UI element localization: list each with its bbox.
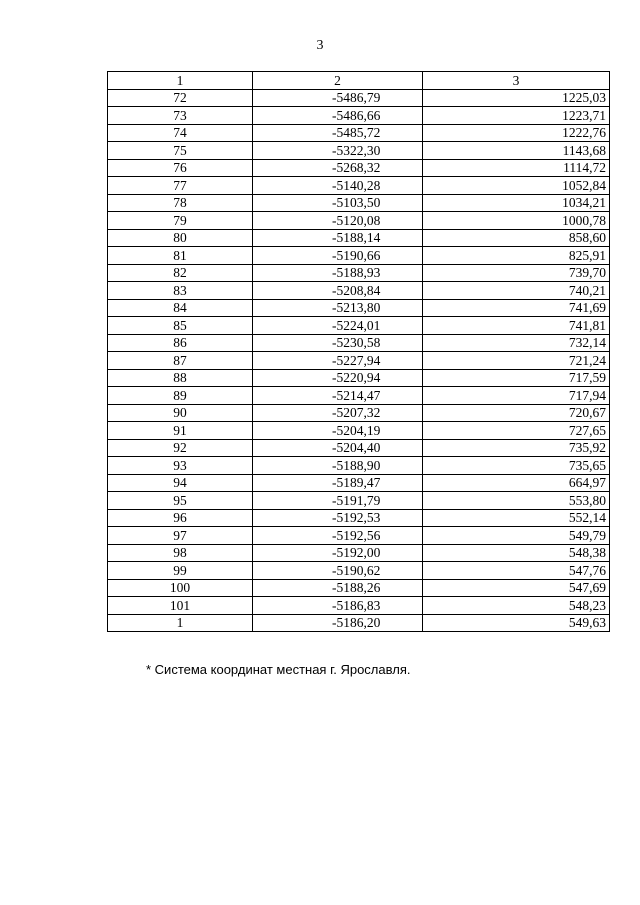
table-row	[108, 264, 610, 282]
x-coordinate-cell: -5230,58	[253, 334, 423, 352]
x-coordinate-cell: -5220,94	[253, 369, 423, 387]
point-number-cell: 83	[108, 282, 253, 300]
y-coordinate-cell: 735,65	[423, 457, 610, 475]
x-coordinate-cell: -5190,62	[253, 562, 423, 580]
point-number-cell: 84	[108, 299, 253, 317]
table-body	[108, 89, 610, 632]
x-coordinate-cell: -5486,66	[253, 107, 423, 125]
point-number-cell: 95	[108, 492, 253, 510]
y-coordinate-cell: 1223,71	[423, 107, 610, 125]
point-number-cell: 90	[108, 404, 253, 422]
y-coordinate-cell: 735,92	[423, 439, 610, 457]
table-row	[108, 474, 610, 492]
point-number-cell: 96	[108, 509, 253, 527]
y-coordinate-cell: 553,80	[423, 492, 610, 510]
x-coordinate-cell: -5120,08	[253, 212, 423, 230]
point-number-cell: 101	[108, 597, 253, 615]
y-coordinate-cell: 721,24	[423, 352, 610, 370]
y-coordinate-cell: 1000,78	[423, 212, 610, 230]
table-row	[108, 422, 610, 440]
y-coordinate-cell: 717,94	[423, 387, 610, 405]
table-row	[108, 457, 610, 475]
table-row	[108, 212, 610, 230]
x-coordinate-cell: -5188,26	[253, 579, 423, 597]
x-coordinate-cell: -5227,94	[253, 352, 423, 370]
coordinates-table	[107, 71, 610, 632]
table-row	[108, 124, 610, 142]
x-coordinate-cell: -5192,00	[253, 544, 423, 562]
y-coordinate-cell: 664,97	[423, 474, 610, 492]
y-coordinate-cell: 1222,76	[423, 124, 610, 142]
table-row	[108, 317, 610, 335]
point-number-cell: 98	[108, 544, 253, 562]
y-coordinate-cell: 549,63	[423, 614, 610, 632]
table-row	[108, 439, 610, 457]
table-row	[108, 562, 610, 580]
y-coordinate-cell: 547,76	[423, 562, 610, 580]
y-coordinate-cell: 547,69	[423, 579, 610, 597]
point-number-cell: 78	[108, 194, 253, 212]
point-number-cell: 85	[108, 317, 253, 335]
y-coordinate-cell: 1225,03	[423, 89, 610, 107]
table-row	[108, 387, 610, 405]
table-row	[108, 89, 610, 107]
table-row	[108, 194, 610, 212]
x-coordinate-cell: -5190,66	[253, 247, 423, 265]
x-coordinate-cell: -5188,93	[253, 264, 423, 282]
point-number-cell: 89	[108, 387, 253, 405]
table-row	[108, 369, 610, 387]
table-row	[108, 579, 610, 597]
y-coordinate-cell: 552,14	[423, 509, 610, 527]
x-coordinate-cell: -5207,32	[253, 404, 423, 422]
x-coordinate-cell: -5204,19	[253, 422, 423, 440]
y-coordinate-cell: 548,23	[423, 597, 610, 615]
table-row	[108, 107, 610, 125]
y-coordinate-cell: 1052,84	[423, 177, 610, 195]
point-number-cell: 100	[108, 579, 253, 597]
y-coordinate-cell: 548,38	[423, 544, 610, 562]
table-row	[108, 597, 610, 615]
x-coordinate-cell: -5486,79	[253, 89, 423, 107]
y-coordinate-cell: 741,69	[423, 299, 610, 317]
x-coordinate-cell: -5204,40	[253, 439, 423, 457]
table-row	[108, 282, 610, 300]
x-coordinate-cell: -5268,32	[253, 159, 423, 177]
x-coordinate-cell: -5189,47	[253, 474, 423, 492]
point-number-cell: 77	[108, 177, 253, 195]
y-coordinate-cell: 732,14	[423, 334, 610, 352]
table-row	[108, 247, 610, 265]
point-number-cell: 79	[108, 212, 253, 230]
y-coordinate-cell: 741,81	[423, 317, 610, 335]
y-coordinate-cell: 549,79	[423, 527, 610, 545]
footnote: * Система координат местная г. Ярославля.	[146, 662, 411, 677]
point-number-cell: 1	[108, 614, 253, 632]
point-number-cell: 91	[108, 422, 253, 440]
table-row	[108, 142, 610, 160]
table-row	[108, 229, 610, 247]
x-coordinate-cell: -5192,53	[253, 509, 423, 527]
point-number-cell: 93	[108, 457, 253, 475]
point-number-cell: 94	[108, 474, 253, 492]
table-row	[108, 159, 610, 177]
column-header-1: 1	[108, 72, 253, 90]
table-row	[108, 404, 610, 422]
page-number: 3	[316, 38, 324, 53]
x-coordinate-cell: -5191,79	[253, 492, 423, 510]
x-coordinate-cell: -5208,84	[253, 282, 423, 300]
x-coordinate-cell: -5224,01	[253, 317, 423, 335]
x-coordinate-cell: -5213,80	[253, 299, 423, 317]
table-row	[108, 544, 610, 562]
table-row	[108, 509, 610, 527]
x-coordinate-cell: -5188,14	[253, 229, 423, 247]
point-number-cell: 82	[108, 264, 253, 282]
x-coordinate-cell: -5140,28	[253, 177, 423, 195]
x-coordinate-cell: -5192,56	[253, 527, 423, 545]
x-coordinate-cell: -5214,47	[253, 387, 423, 405]
x-coordinate-cell: -5186,20	[253, 614, 423, 632]
y-coordinate-cell: 1114,72	[423, 159, 610, 177]
y-coordinate-cell: 720,67	[423, 404, 610, 422]
point-number-cell: 74	[108, 124, 253, 142]
x-coordinate-cell: -5103,50	[253, 194, 423, 212]
column-header-2: 2	[253, 72, 423, 90]
table-row	[108, 492, 610, 510]
table-row	[108, 352, 610, 370]
y-coordinate-cell: 1034,21	[423, 194, 610, 212]
point-number-cell: 86	[108, 334, 253, 352]
point-number-cell: 87	[108, 352, 253, 370]
y-coordinate-cell: 717,59	[423, 369, 610, 387]
y-coordinate-cell: 727,65	[423, 422, 610, 440]
point-number-cell: 72	[108, 89, 253, 107]
table-row	[108, 614, 610, 632]
x-coordinate-cell: -5188,90	[253, 457, 423, 475]
x-coordinate-cell: -5485,72	[253, 124, 423, 142]
point-number-cell: 88	[108, 369, 253, 387]
point-number-cell: 81	[108, 247, 253, 265]
table-row	[108, 527, 610, 545]
table-header-row	[108, 72, 610, 90]
table-row	[108, 334, 610, 352]
point-number-cell: 97	[108, 527, 253, 545]
point-number-cell: 75	[108, 142, 253, 160]
y-coordinate-cell: 739,70	[423, 264, 610, 282]
point-number-cell: 73	[108, 107, 253, 125]
y-coordinate-cell: 1143,68	[423, 142, 610, 160]
table-row	[108, 177, 610, 195]
y-coordinate-cell: 825,91	[423, 247, 610, 265]
table-row	[108, 299, 610, 317]
point-number-cell: 80	[108, 229, 253, 247]
x-coordinate-cell: -5322,30	[253, 142, 423, 160]
point-number-cell: 99	[108, 562, 253, 580]
column-header-3: 3	[423, 72, 610, 90]
point-number-cell: 92	[108, 439, 253, 457]
y-coordinate-cell: 858,60	[423, 229, 610, 247]
y-coordinate-cell: 740,21	[423, 282, 610, 300]
point-number-cell: 76	[108, 159, 253, 177]
x-coordinate-cell: -5186,83	[253, 597, 423, 615]
